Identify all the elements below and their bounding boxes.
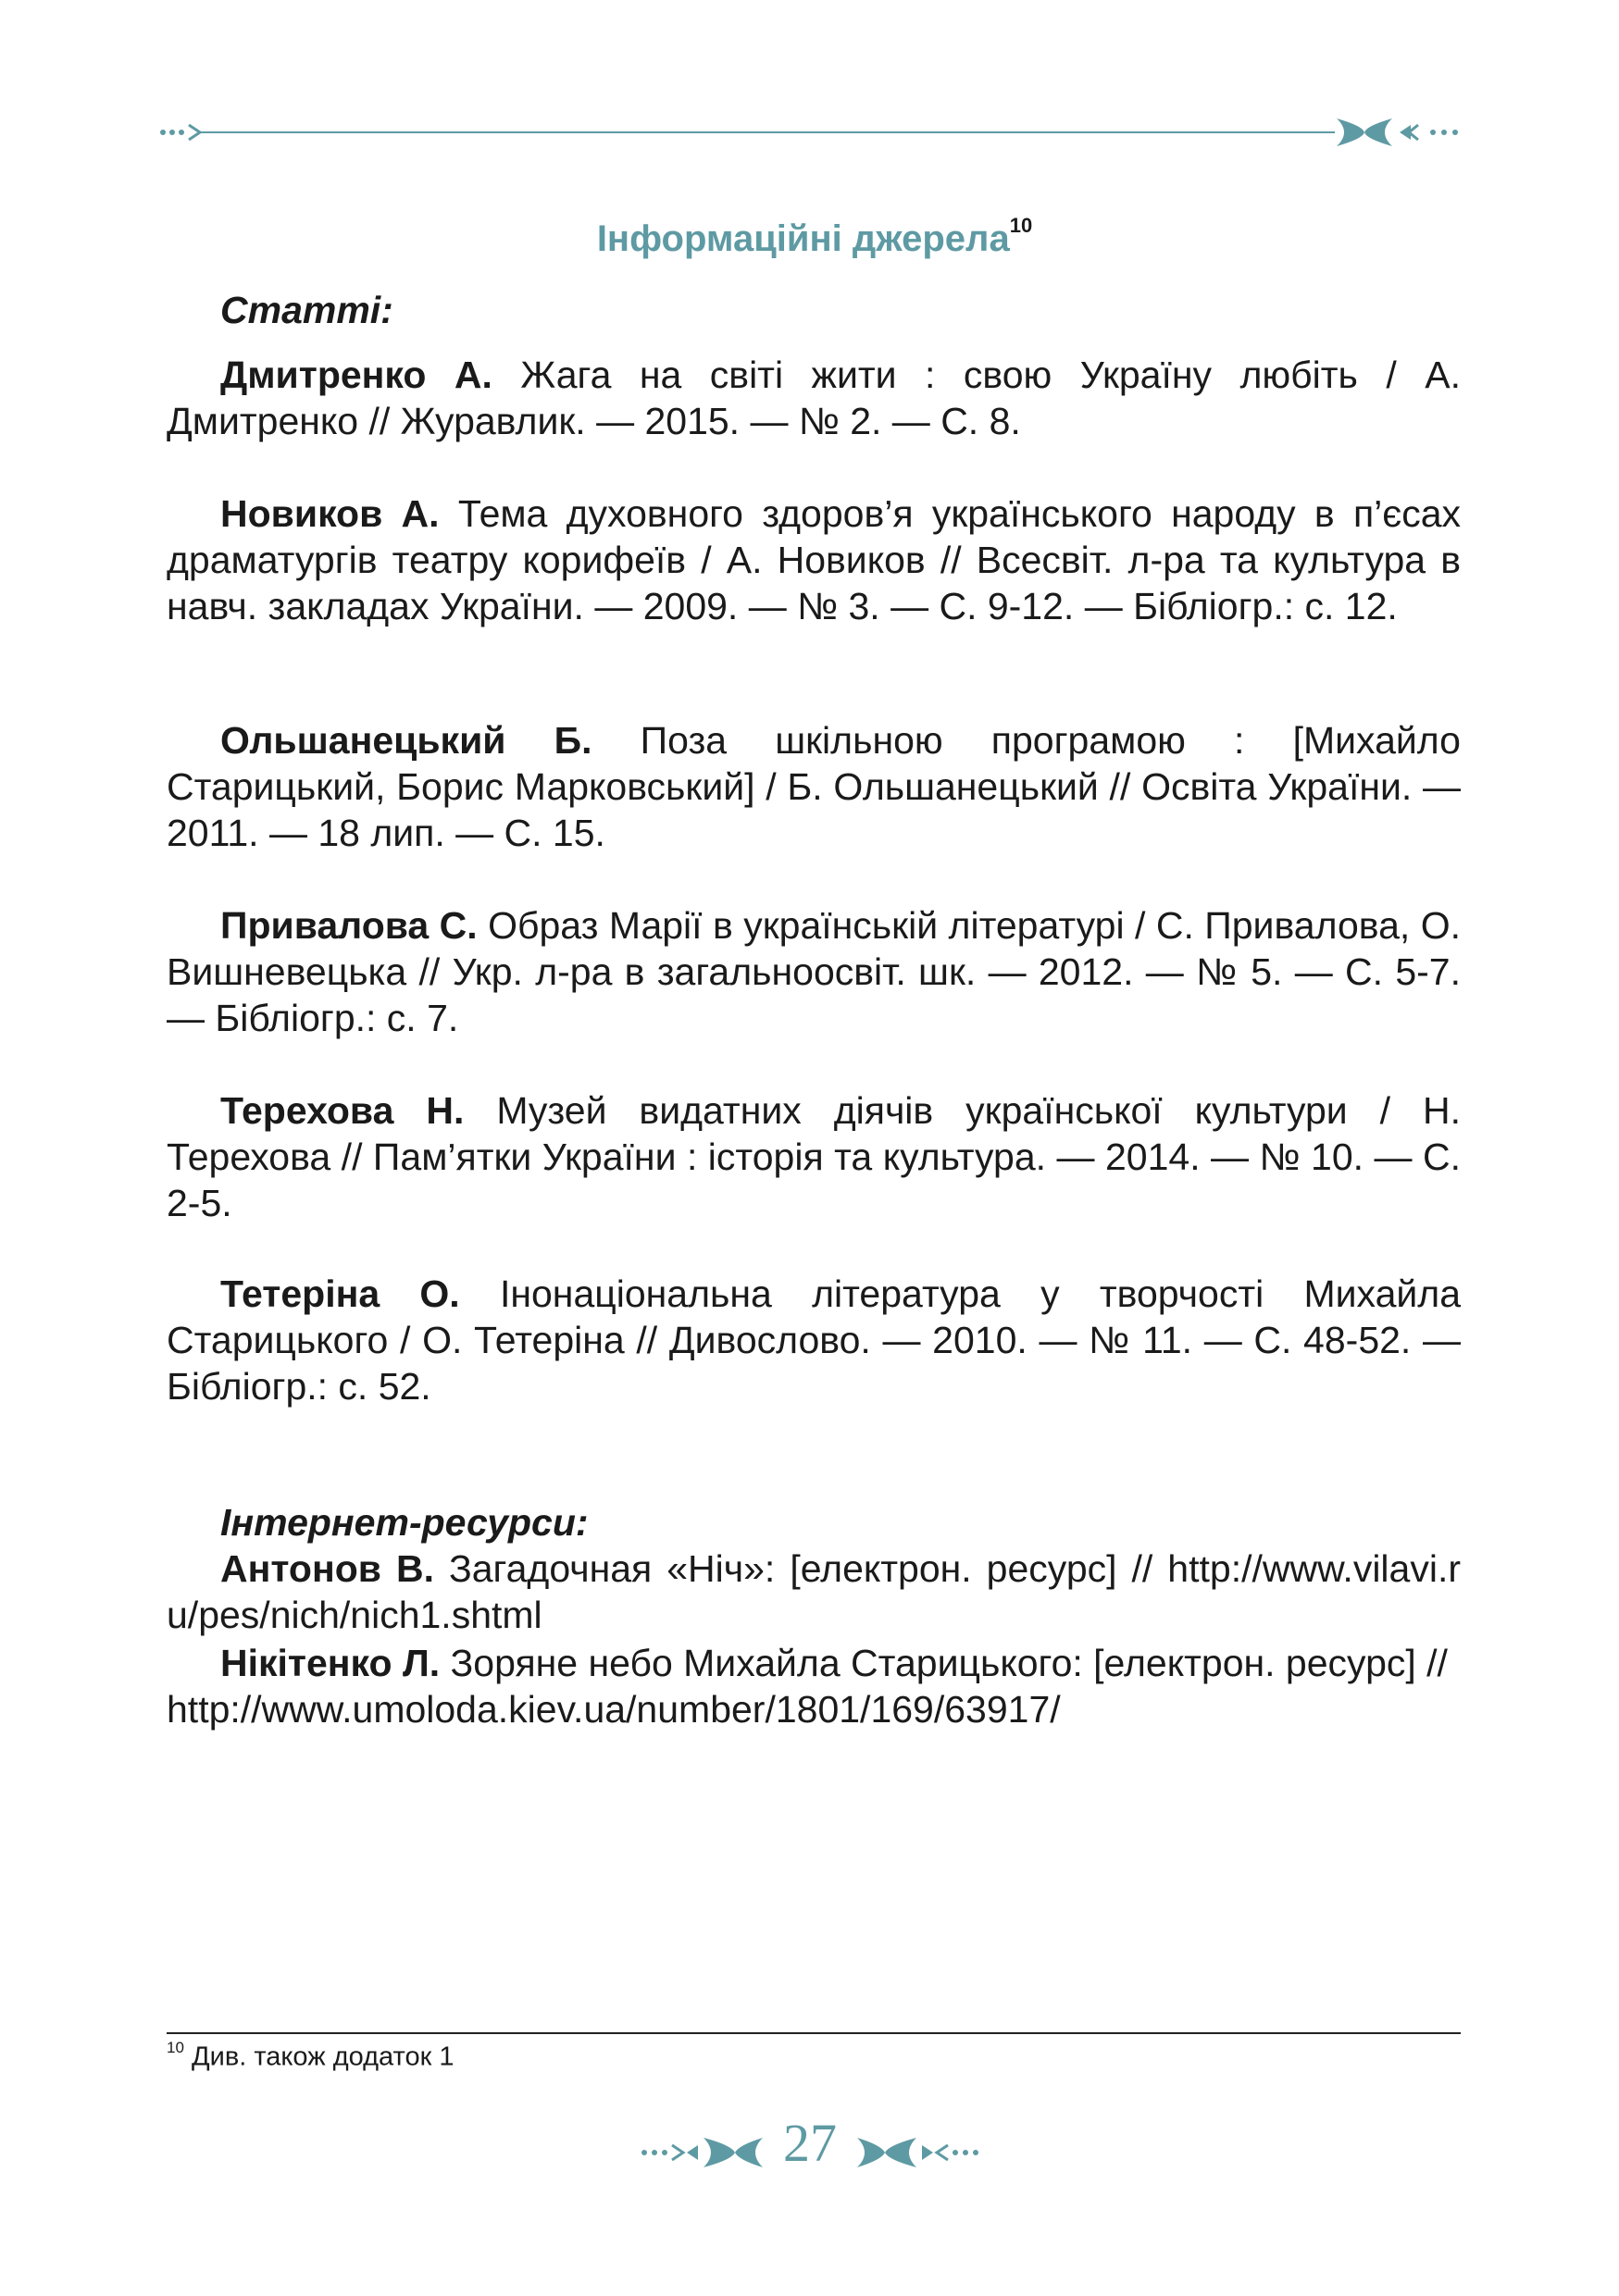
article-entry bbox=[167, 352, 1461, 444]
footnote-text: Див. також додаток 1 bbox=[183, 2042, 455, 2072]
entry-text: Образ Марії в українській літературі / С. Привалова, О. Вишневецька // Укр. л-ра в загальноосвіт. шк. — 2012. — № 5. — С. 5-7. — Бібліогр.: с. 7. bbox=[167, 904, 1461, 1039]
article-entry bbox=[167, 490, 1461, 629]
title-footnote-mark: 10 bbox=[1009, 213, 1033, 237]
entry-author: Новиков А. bbox=[220, 492, 440, 535]
articles-heading: Статті: bbox=[220, 289, 393, 331]
entry-text: Зоряне небо Михайла Старицького: [електрон. ресурс] //http://www.umoloda.kiev.ua/number/1801/169/63917/ bbox=[167, 1642, 1448, 1731]
footnote-mark: 10 bbox=[167, 2039, 184, 2056]
page-number: 27 bbox=[783, 2113, 837, 2173]
internet-entry bbox=[167, 1545, 1461, 1638]
entry-author: Антонов В. bbox=[220, 1547, 434, 1590]
article-entry bbox=[167, 717, 1461, 856]
page-title bbox=[167, 213, 1463, 260]
entry-author: Нікітенко Л. bbox=[220, 1642, 441, 1684]
entry-author: Дмитренко А. bbox=[220, 354, 492, 396]
footnote-divider bbox=[167, 2032, 1461, 2034]
internet-heading: Інтернет-ресурси: bbox=[220, 1501, 589, 1544]
entry-author: Ольшанецький Б. bbox=[220, 719, 592, 762]
entry-text: Тема духовного здоров’я українського народу в п’єсах драматургів театру корифеїв / А. Новиков // Всесвіт. л-ра та культура в навч. закладах України. — 2009. — № 3. — С. 9-12. — Бібліогр.: с. 12. bbox=[167, 492, 1461, 627]
footnote bbox=[167, 2039, 455, 2073]
entry-author: Тетеріна О. bbox=[220, 1272, 460, 1315]
article-entry bbox=[167, 1087, 1461, 1226]
entry-text: Поза шкільною програмою : [Михайло Старицький, Борис Марковський] / Б. Ольшанецький // Освіта України. — 2011. — 18 лип. — С. 15. bbox=[167, 719, 1461, 854]
ornamental-divider-icon bbox=[159, 109, 1464, 155]
entry-author: Терехова Н. bbox=[220, 1089, 465, 1132]
entry-text: Музей видатних діячів української культури / Н. Терехова // Пам’ятки України : історія та культура. — 2014. — № 10. — С. 2-5. bbox=[167, 1089, 1461, 1224]
article-entry bbox=[167, 1271, 1461, 1409]
article-entry bbox=[167, 902, 1461, 1041]
entry-text: Загадочная «Ніч»: [електрон. ресурс] // http://www.vilavi.ru/pes/nich/nich1.shtml bbox=[167, 1547, 1461, 1636]
internet-entry bbox=[167, 1640, 1461, 1732]
entry-author: Привалова С. bbox=[220, 904, 478, 947]
entry-text: Жага на світі жити : свою Україну любіть / А. Дмитренко // Журавлик. — 2015. — № 2. — С. 8. bbox=[167, 354, 1461, 442]
title-text: Інформаційні джерела bbox=[596, 218, 1010, 259]
entry-text: Інонаціональна література у творчості Михайла Старицького / О. Тетеріна // Дивослово. — 2010. — № 11. — С. 48-52. — Бібліогр.: с. 52. bbox=[167, 1272, 1461, 1408]
